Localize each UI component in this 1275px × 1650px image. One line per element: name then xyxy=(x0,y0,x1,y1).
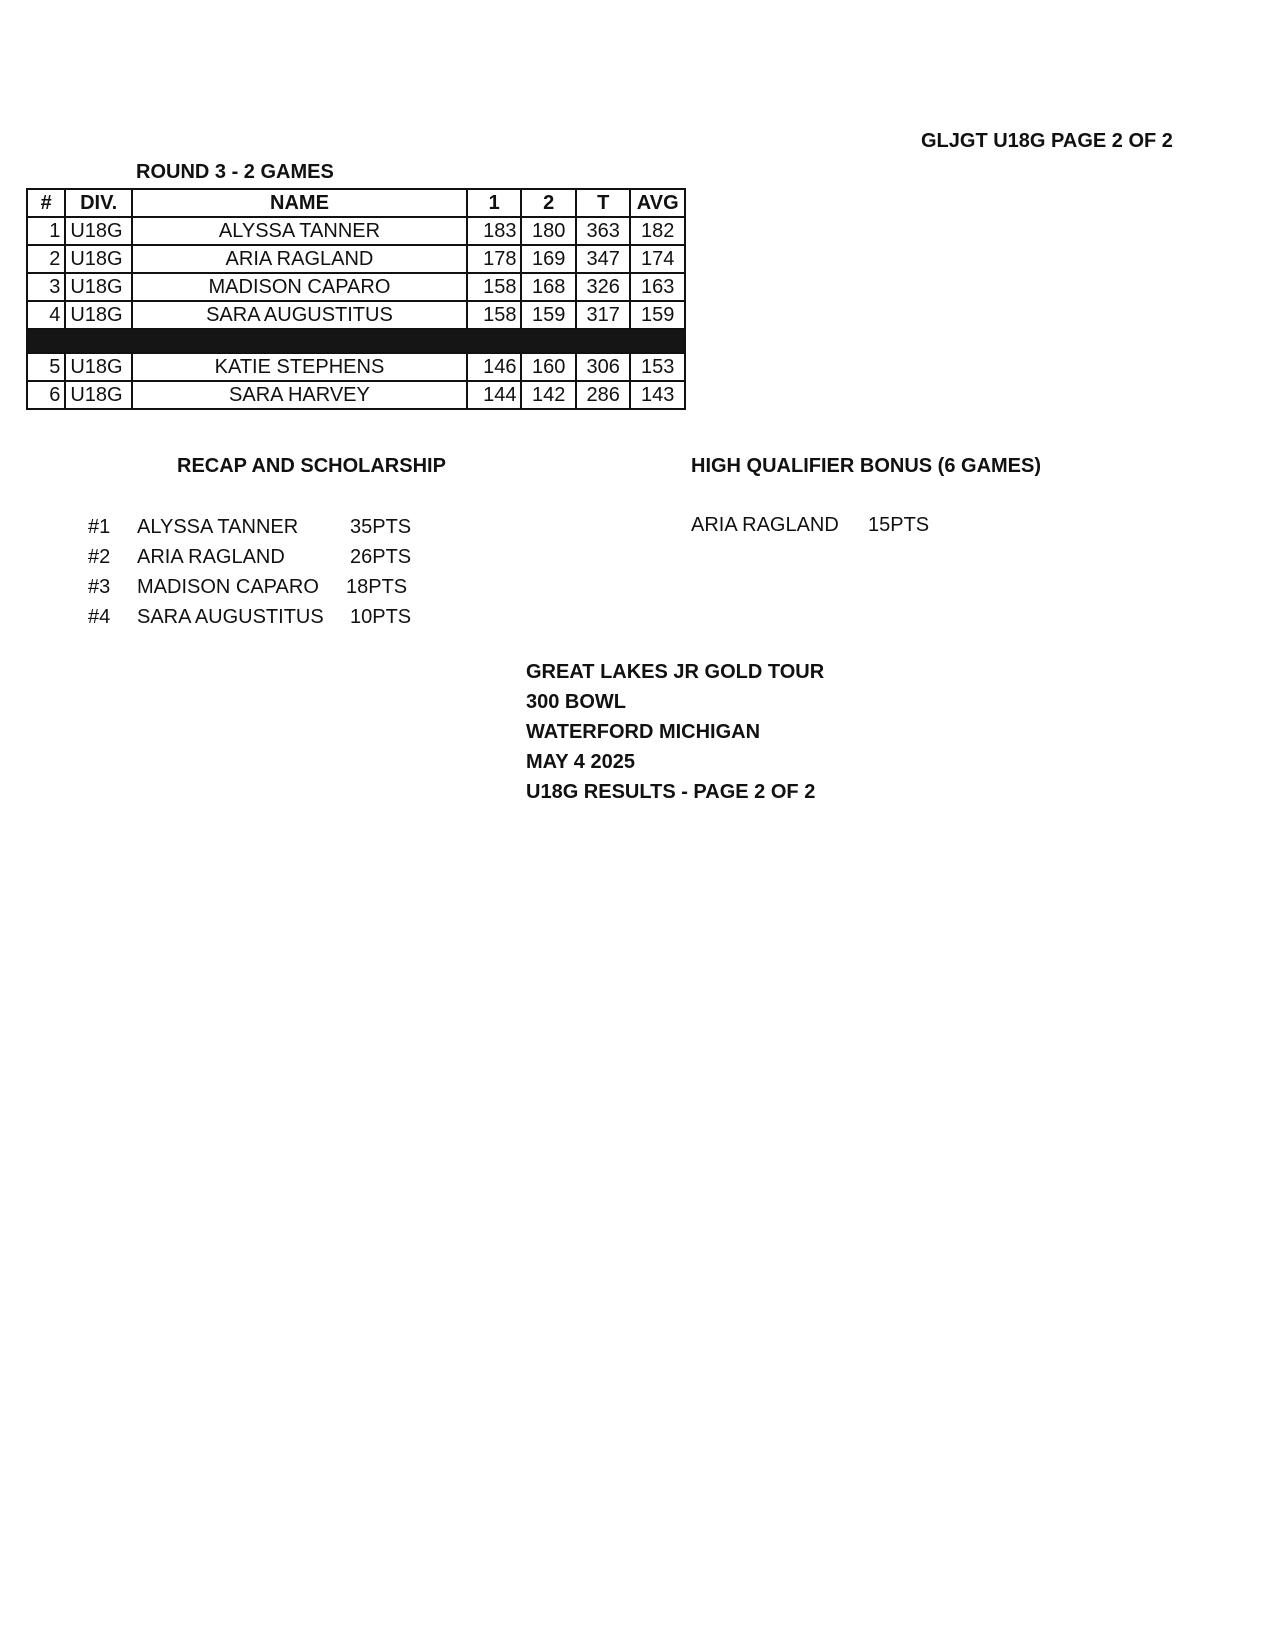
high-qualifier-name: ARIA RAGLAND xyxy=(691,514,839,536)
cell-total: 347 xyxy=(576,245,630,273)
recap-points: 10PTS xyxy=(350,606,412,628)
cell-game-1: 146 xyxy=(467,353,521,381)
recap-points: 26PTS xyxy=(350,546,412,568)
recap-rank: #4 xyxy=(88,606,111,628)
cell-rank: 3 xyxy=(27,273,65,301)
cell-rank: 6 xyxy=(27,381,65,409)
cell-game-2: 159 xyxy=(521,301,575,329)
table-row xyxy=(27,301,685,329)
cell-game-1: 178 xyxy=(467,245,521,273)
recap-item xyxy=(0,574,460,600)
cell-game-2: 169 xyxy=(521,245,575,273)
cell-game-2: 168 xyxy=(521,273,575,301)
footer-location: WATERFORD MICHIGAN xyxy=(526,721,761,743)
cell-division: U18G xyxy=(65,245,132,273)
table-row xyxy=(27,273,685,301)
recap-points: 35PTS xyxy=(350,516,412,538)
cell-game-2: 180 xyxy=(521,217,575,245)
table-header-row xyxy=(27,189,685,217)
cell-total: 286 xyxy=(576,381,630,409)
cell-division: U18G xyxy=(65,217,132,245)
cell-average: 153 xyxy=(630,353,685,381)
cell-average: 159 xyxy=(630,301,685,329)
page-header: GLJGT U18G PAGE 2 OF 2 xyxy=(921,130,1173,152)
recap-rank: #1 xyxy=(88,516,111,538)
cell-division: U18G xyxy=(65,353,132,381)
results-table xyxy=(26,188,686,410)
header-game-1: 1 xyxy=(467,189,521,217)
high-qualifier-points: 15PTS xyxy=(868,514,930,536)
cell-total: 306 xyxy=(576,353,630,381)
recap-item xyxy=(0,604,460,630)
table-row xyxy=(27,217,685,245)
footer-tour-name: GREAT LAKES JR GOLD TOUR xyxy=(526,661,825,683)
cell-average: 143 xyxy=(630,381,685,409)
header-rank: # xyxy=(27,189,65,217)
cell-name: MADISON CAPARO xyxy=(132,273,467,301)
recap-item xyxy=(0,544,460,570)
cut-line-divider xyxy=(27,329,685,353)
recap-points: 18PTS xyxy=(346,576,408,598)
recap-name: SARA AUGUSTITUS xyxy=(137,606,324,628)
cell-name: KATIE STEPHENS xyxy=(132,353,467,381)
recap-name: MADISON CAPARO xyxy=(137,576,319,598)
cell-average: 182 xyxy=(630,217,685,245)
cell-total: 363 xyxy=(576,217,630,245)
cell-rank: 4 xyxy=(27,301,65,329)
footer-venue: 300 BOWL xyxy=(526,691,627,713)
cell-rank: 5 xyxy=(27,353,65,381)
round-title: ROUND 3 - 2 GAMES xyxy=(136,161,334,183)
cell-game-2: 160 xyxy=(521,353,575,381)
header-average: AVG xyxy=(630,189,685,217)
cell-name: SARA AUGUSTITUS xyxy=(132,301,467,329)
footer-results-label: U18G RESULTS - PAGE 2 OF 2 xyxy=(526,781,816,803)
cell-name: SARA HARVEY xyxy=(132,381,467,409)
cell-division: U18G xyxy=(65,381,132,409)
recap-name: ARIA RAGLAND xyxy=(137,546,285,568)
cell-division: U18G xyxy=(65,301,132,329)
cell-division: U18G xyxy=(65,273,132,301)
cell-game-1: 144 xyxy=(467,381,521,409)
header-total: T xyxy=(576,189,630,217)
recap-title: RECAP AND SCHOLARSHIP xyxy=(177,455,446,477)
cell-total: 317 xyxy=(576,301,630,329)
header-division: DIV. xyxy=(65,189,132,217)
footer-date: MAY 4 2025 xyxy=(526,751,635,773)
recap-name: ALYSSA TANNER xyxy=(137,516,299,538)
cell-average: 163 xyxy=(630,273,685,301)
cell-name: ARIA RAGLAND xyxy=(132,245,467,273)
cell-game-1: 183 xyxy=(467,217,521,245)
cell-game-1: 158 xyxy=(467,301,521,329)
table-row xyxy=(27,245,685,273)
recap-rank: #3 xyxy=(88,576,111,598)
cell-name: ALYSSA TANNER xyxy=(132,217,467,245)
high-qualifier-title: HIGH QUALIFIER BONUS (6 GAMES) xyxy=(691,455,1042,477)
cell-average: 174 xyxy=(630,245,685,273)
recap-item xyxy=(0,514,460,540)
table-row xyxy=(27,353,685,381)
cell-rank: 2 xyxy=(27,245,65,273)
header-game-2: 2 xyxy=(521,189,575,217)
table-row xyxy=(27,381,685,409)
recap-rank: #2 xyxy=(88,546,111,568)
cell-rank: 1 xyxy=(27,217,65,245)
header-name: NAME xyxy=(132,189,467,217)
cell-total: 326 xyxy=(576,273,630,301)
cut-line-bar xyxy=(27,329,685,353)
cell-game-1: 158 xyxy=(467,273,521,301)
cell-game-2: 142 xyxy=(521,381,575,409)
